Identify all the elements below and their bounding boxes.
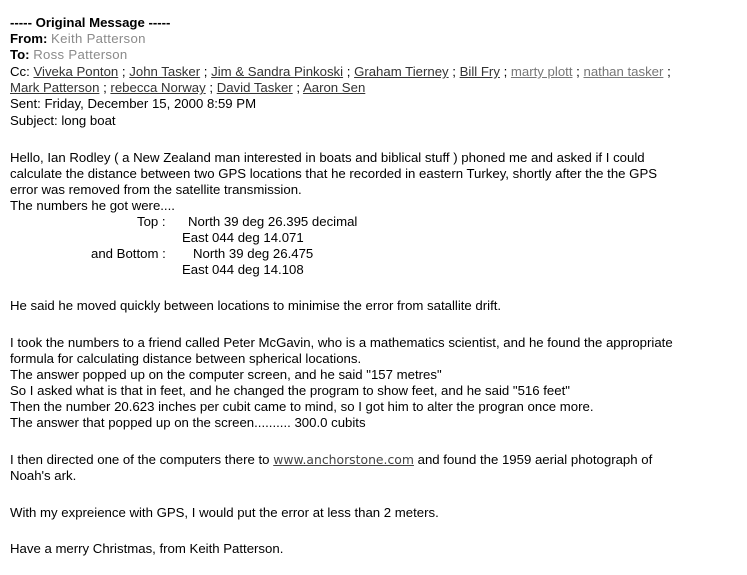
from-value: Keith Patterson — [51, 31, 146, 46]
sent-label: Sent: — [10, 96, 41, 111]
cc-separator: ; — [448, 64, 460, 79]
cc-recipient[interactable]: Aaron Sen — [302, 80, 366, 95]
cc-separator: ; — [118, 64, 130, 79]
cc-recipient[interactable]: marty plott — [510, 64, 573, 79]
body-text: The numbers he got were.... — [10, 198, 175, 213]
bottom-east-coordinate: East 044 deg 14.108 — [182, 262, 304, 277]
body-text: formula for calculating distance between spherical locations. — [10, 351, 362, 366]
cc-recipients-line1 — [33, 64, 670, 79]
body-text: The answer that popped up on the screen.......... 300.0 cubits — [10, 415, 366, 430]
bottom-north-coordinate: North 39 deg 26.475 — [193, 246, 314, 261]
cc-separator: ; — [205, 80, 217, 95]
body-text: and found the 1959 aerial photograph of — [413, 452, 653, 467]
to-row — [10, 47, 128, 63]
subject-label: Subject: — [10, 113, 58, 128]
cc-recipient[interactable]: Mark Patterson — [10, 80, 100, 95]
from-label: From: — [10, 31, 48, 46]
cc-separator: ; — [292, 80, 303, 95]
cc-separator: ; — [343, 64, 355, 79]
subject-value: long boat — [61, 113, 116, 128]
body-text: The answer popped up on the computer screen, and he said "157 metres" — [10, 367, 442, 382]
to-value: Ross Patterson — [33, 47, 128, 62]
cc-separator: ; — [663, 64, 671, 79]
body-text: error was removed from the satellite transmission. — [10, 182, 302, 197]
cc-row-continued — [10, 80, 365, 96]
bottom-label: and Bottom : — [91, 246, 166, 261]
cc-recipient[interactable]: nathan tasker — [583, 64, 664, 79]
body-text: calculate the distance between two GPS locations that he recorded in eastern Turkey, shortly after the the GPS — [10, 166, 658, 181]
closing-text: Have a merry Christmas, from Keith Patterson. — [10, 541, 284, 556]
body-text: He said he moved quickly between locations to minimise the error from satallite drift. — [10, 298, 502, 313]
top-label: Top : — [137, 214, 166, 229]
subject-row — [10, 113, 116, 129]
body-text-with-link — [10, 452, 652, 468]
anchorstone-link[interactable]: www.anchorstone.com — [273, 452, 414, 467]
sent-value: Friday, December 15, 2000 8:59 PM — [44, 96, 257, 111]
body-text: I took the numbers to a friend called Peter McGavin, who is a mathematics scientist, and he found the appropriate — [10, 335, 673, 350]
cc-recipient[interactable]: Bill Fry — [459, 64, 500, 79]
body-text: So I asked what is that in feet, and he changed the program to show feet, and he said "516 feet" — [10, 383, 570, 398]
body-text: Hello, Ian Rodley ( a New Zealand man interested in boats and biblical stuff ) phoned me and asked if I could — [10, 150, 645, 165]
cc-recipient[interactable]: Viveka Ponton — [33, 64, 119, 79]
cc-separator: ; — [572, 64, 584, 79]
body-text: I then directed one of the computers there to — [10, 452, 274, 467]
to-label: To: — [10, 47, 30, 62]
from-row — [10, 31, 146, 47]
cc-recipients-line2 — [10, 80, 365, 95]
cc-recipient[interactable]: John Tasker — [129, 64, 201, 79]
cc-recipient[interactable]: Graham Tierney — [354, 64, 449, 79]
sent-row — [10, 96, 256, 112]
top-north-coordinate: North 39 deg 26.395 decimal — [188, 214, 358, 229]
cc-separator: ; — [499, 64, 511, 79]
cc-label: Cc: — [10, 64, 30, 79]
body-text: Then the number 20.623 inches per cubit came to mind, so I got him to alter the progran once more. — [10, 399, 594, 414]
body-text: Noah's ark. — [10, 468, 77, 483]
cc-separator: ; — [200, 64, 212, 79]
cc-recipient[interactable]: rebecca Norway — [110, 80, 206, 95]
top-east-coordinate: East 044 deg 14.071 — [182, 230, 304, 245]
cc-recipient[interactable]: David Tasker — [216, 80, 293, 95]
cc-recipient[interactable]: Jim & Sandra Pinkoski — [211, 64, 344, 79]
cc-row — [10, 64, 671, 80]
original-message-title: ----- Original Message ----- — [10, 15, 171, 30]
body-text: With my expreience with GPS, I would put the error at less than 2 meters. — [10, 505, 439, 520]
cc-separator: ; — [99, 80, 111, 95]
